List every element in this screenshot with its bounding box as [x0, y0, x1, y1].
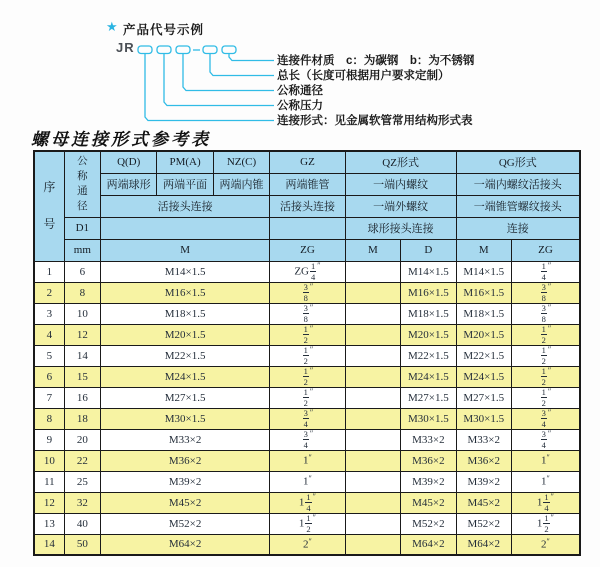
table-cell: M39×2 — [401, 471, 456, 492]
table-cell: M18×1.5 — [100, 303, 269, 324]
table-cell: 2″ — [270, 534, 346, 555]
table-row — [34, 429, 580, 450]
table-cell: 3 — [34, 303, 64, 324]
table-cell: 16 — [64, 387, 100, 408]
table-cell: 40 — [64, 513, 100, 534]
table-row — [34, 408, 580, 429]
code-label-connection: 连接形式：见金属软管常用结构形式表 — [277, 115, 473, 127]
header-qz-m: M — [345, 239, 400, 261]
table-cell: M33×2 — [456, 429, 511, 450]
nut-connection-table — [33, 150, 581, 556]
header-qg-m: M — [456, 239, 511, 261]
table-cell: M64×2 — [401, 534, 456, 555]
table-cell — [345, 492, 400, 513]
table-row — [34, 345, 580, 366]
table-cell: $\frac{3}{8}$ ″ — [270, 282, 346, 303]
table-cell — [345, 366, 400, 387]
table-title: 螺母连接形式参考表 — [31, 130, 211, 149]
table-cell: $\frac{3}{8}$ ″ — [511, 303, 580, 324]
table-cell: 25 — [64, 471, 100, 492]
header-m-unit: M — [100, 239, 269, 261]
header-pm: PM(A) — [157, 151, 213, 173]
header-union-conn: 活接头连接 — [100, 195, 269, 217]
table-row — [34, 366, 580, 387]
table-cell: 6 — [64, 261, 100, 282]
table-cell: 1 — [34, 261, 64, 282]
table-cell: 50 — [64, 534, 100, 555]
pointer-line — [164, 54, 274, 106]
table-cell: 4 — [34, 324, 64, 345]
table-cell: M27×1.5 — [456, 387, 511, 408]
table-cell: M64×2 — [100, 534, 269, 555]
header-nz-desc: 两端内锥 — [213, 173, 269, 195]
table-cell: M39×2 — [100, 471, 269, 492]
table-row — [34, 534, 580, 555]
table-cell: M22×1.5 — [401, 345, 456, 366]
table-cell: M20×1.5 — [401, 324, 456, 345]
code-label-length: 总长（长度可根据用户要求定制） — [277, 70, 450, 82]
table-cell: 22 — [64, 450, 100, 471]
header-qg-conn: 连接 — [456, 217, 580, 239]
table-cell — [345, 324, 400, 345]
table-cell: M52×2 — [100, 513, 269, 534]
table-row — [34, 261, 580, 282]
table-cell: M36×2 — [401, 450, 456, 471]
table-cell: 1″ — [511, 450, 580, 471]
table-cell: 2″ — [511, 534, 580, 555]
table-cell: 5 — [34, 345, 64, 366]
table-cell: $\frac{3}{8}$ ″ — [270, 303, 346, 324]
table-cell: $\frac{3}{4}$ ″ — [511, 408, 580, 429]
table-row — [34, 387, 580, 408]
code-label-diameter: 公称通径 — [277, 85, 323, 97]
pointer-line — [210, 54, 274, 76]
header-qg-desc2: 一端锥管螺纹接头 — [456, 195, 580, 217]
table-cell: M24×1.5 — [401, 366, 456, 387]
table-cell: M22×1.5 — [456, 345, 511, 366]
code-field-box — [203, 46, 217, 54]
table-cell: M52×2 — [401, 513, 456, 534]
table-cell: 12 — [34, 492, 64, 513]
table-header — [34, 151, 580, 261]
table-cell: 1″ — [511, 471, 580, 492]
table-cell: $\frac{1}{2}$ ″ — [270, 324, 346, 345]
table-cell: M27×1.5 — [401, 387, 456, 408]
header-gz-desc: 两端锥管 — [270, 173, 346, 195]
table-cell: 12 — [64, 324, 100, 345]
table-cell: 32 — [64, 492, 100, 513]
table-cell — [345, 387, 400, 408]
table-cell: 1″ — [270, 471, 346, 492]
table-cell — [345, 513, 400, 534]
table-row — [34, 492, 580, 513]
table-cell: 15 — [64, 366, 100, 387]
header-blank — [100, 217, 269, 239]
table-cell: M16×1.5 — [401, 282, 456, 303]
table-cell — [345, 534, 400, 555]
table-cell: $\frac{1}{4}$ ″ — [511, 261, 580, 282]
header-gz-conn: 活接头连接 — [270, 195, 346, 217]
table-body — [34, 261, 580, 555]
code-field-box — [138, 46, 152, 54]
table-cell: 1 $\frac{1}{4}$ ″ — [511, 492, 580, 513]
pointer-line — [229, 54, 274, 61]
table-cell: 1 $\frac{1}{2}$ ″ — [511, 513, 580, 534]
table-row — [34, 513, 580, 534]
table-cell: M14×1.5 — [100, 261, 269, 282]
table-cell: M14×1.5 — [401, 261, 456, 282]
table-cell: 10 — [64, 303, 100, 324]
table-cell: M45×2 — [456, 492, 511, 513]
table-cell: $\frac{3}{4}$ ″ — [270, 429, 346, 450]
table-cell: $\frac{1}{2}$ ″ — [511, 345, 580, 366]
table-cell: M39×2 — [456, 471, 511, 492]
header-d1: D1 — [64, 217, 100, 239]
table-cell: 7 — [34, 387, 64, 408]
table-cell: M18×1.5 — [401, 303, 456, 324]
table-cell: M24×1.5 — [456, 366, 511, 387]
table-cell: M27×1.5 — [100, 387, 269, 408]
header-q-desc: 两端球形 — [100, 173, 156, 195]
table-row — [34, 471, 580, 492]
table-cell: 11 — [34, 471, 64, 492]
table-cell — [345, 261, 400, 282]
table-cell: M36×2 — [456, 450, 511, 471]
table-cell: M30×1.5 — [456, 408, 511, 429]
table-cell: M20×1.5 — [100, 324, 269, 345]
table-cell: 6 — [34, 366, 64, 387]
table-cell: M20×1.5 — [456, 324, 511, 345]
table-row — [34, 324, 580, 345]
table-cell: 14 — [34, 534, 64, 555]
table-cell — [345, 429, 400, 450]
table-cell: M52×2 — [456, 513, 511, 534]
table-cell: 9 — [34, 429, 64, 450]
header-blank — [270, 217, 346, 239]
table-cell: 1″ — [270, 450, 346, 471]
table-cell: M24×1.5 — [100, 366, 269, 387]
header-qz-conn: 球形接头连接 — [345, 217, 456, 239]
header-mm: mm — [64, 239, 100, 261]
table-row — [34, 303, 580, 324]
diagram-title: 产品代号示例 — [123, 23, 205, 37]
header-qg: QG形式 — [456, 151, 580, 173]
table-cell: 1 $\frac{1}{4}$ ″ — [270, 492, 346, 513]
table-cell: $\frac{3}{8}$ ″ — [511, 282, 580, 303]
table-cell: M22×1.5 — [100, 345, 269, 366]
pointer-line — [183, 54, 274, 91]
table-cell: $\frac{1}{2}$ ″ — [511, 324, 580, 345]
table-cell — [345, 303, 400, 324]
table-cell: 14 — [64, 345, 100, 366]
table-cell: M45×2 — [401, 492, 456, 513]
header-qz-desc2: 一端外螺纹 — [345, 195, 456, 217]
table-cell: 1 $\frac{1}{2}$ ″ — [270, 513, 346, 534]
table-cell: M30×1.5 — [100, 408, 269, 429]
table-cell: M64×2 — [456, 534, 511, 555]
table-cell: M33×2 — [401, 429, 456, 450]
code-field-box — [157, 46, 171, 54]
table-cell — [345, 345, 400, 366]
table-cell: M36×2 — [100, 450, 269, 471]
table-cell: 18 — [64, 408, 100, 429]
table-cell: $\frac{1}{2}$ ″ — [511, 387, 580, 408]
table-cell: 13 — [34, 513, 64, 534]
header-nominal-diameter: 公 称 通 径 — [64, 151, 100, 217]
table-cell: 2 — [34, 282, 64, 303]
code-label-material: 连接件材质 c：为碳钢 b：为不锈钢 — [277, 55, 475, 67]
table-cell: M33×2 — [100, 429, 269, 450]
code-field-box — [222, 46, 236, 54]
header-q: Q(D) — [100, 151, 156, 173]
table-cell — [345, 408, 400, 429]
header-gz-unit: ZG — [270, 239, 346, 261]
header-nz: NZ(C) — [213, 151, 269, 173]
header-qg-zg: ZG — [511, 239, 580, 261]
header-qz: QZ形式 — [345, 151, 456, 173]
table-cell: M16×1.5 — [456, 282, 511, 303]
code-label-pressure: 公称压力 — [277, 100, 323, 112]
table-cell: 8 — [64, 282, 100, 303]
table-cell: M16×1.5 — [100, 282, 269, 303]
star-icon: ★ — [106, 19, 118, 34]
header-seq: 序 号 — [34, 151, 64, 261]
table-cell: 20 — [64, 429, 100, 450]
header-qz-desc1: 一端内螺纹 — [345, 173, 456, 195]
table-cell: $\frac{1}{2}$ ″ — [270, 345, 346, 366]
table-cell — [345, 471, 400, 492]
table-cell: ZG $\frac{1}{4}$ ″ — [270, 261, 346, 282]
table-cell: $\frac{3}{4}$ ″ — [511, 429, 580, 450]
table-cell: $\frac{1}{2}$ ″ — [511, 366, 580, 387]
table-cell — [345, 282, 400, 303]
table-row — [34, 450, 580, 471]
table-cell: M45×2 — [100, 492, 269, 513]
code-field-box — [176, 46, 190, 54]
header-pm-desc: 两端平面 — [157, 173, 213, 195]
table-cell: $\frac{1}{2}$ ″ — [270, 366, 346, 387]
table-cell — [345, 450, 400, 471]
table-cell: 8 — [34, 408, 64, 429]
table-cell: $\frac{1}{2}$ ″ — [270, 387, 346, 408]
product-code-prefix: JR — [116, 40, 135, 55]
header-qg-desc1: 一端内螺纹活接头 — [456, 173, 580, 195]
table-cell: $\frac{3}{4}$ ″ — [270, 408, 346, 429]
table-row — [34, 282, 580, 303]
header-gz: GZ — [270, 151, 346, 173]
table-cell: M14×1.5 — [456, 261, 511, 282]
table-cell: M18×1.5 — [456, 303, 511, 324]
header-qz-d: D — [401, 239, 456, 261]
table-cell: 10 — [34, 450, 64, 471]
table-cell: M30×1.5 — [401, 408, 456, 429]
